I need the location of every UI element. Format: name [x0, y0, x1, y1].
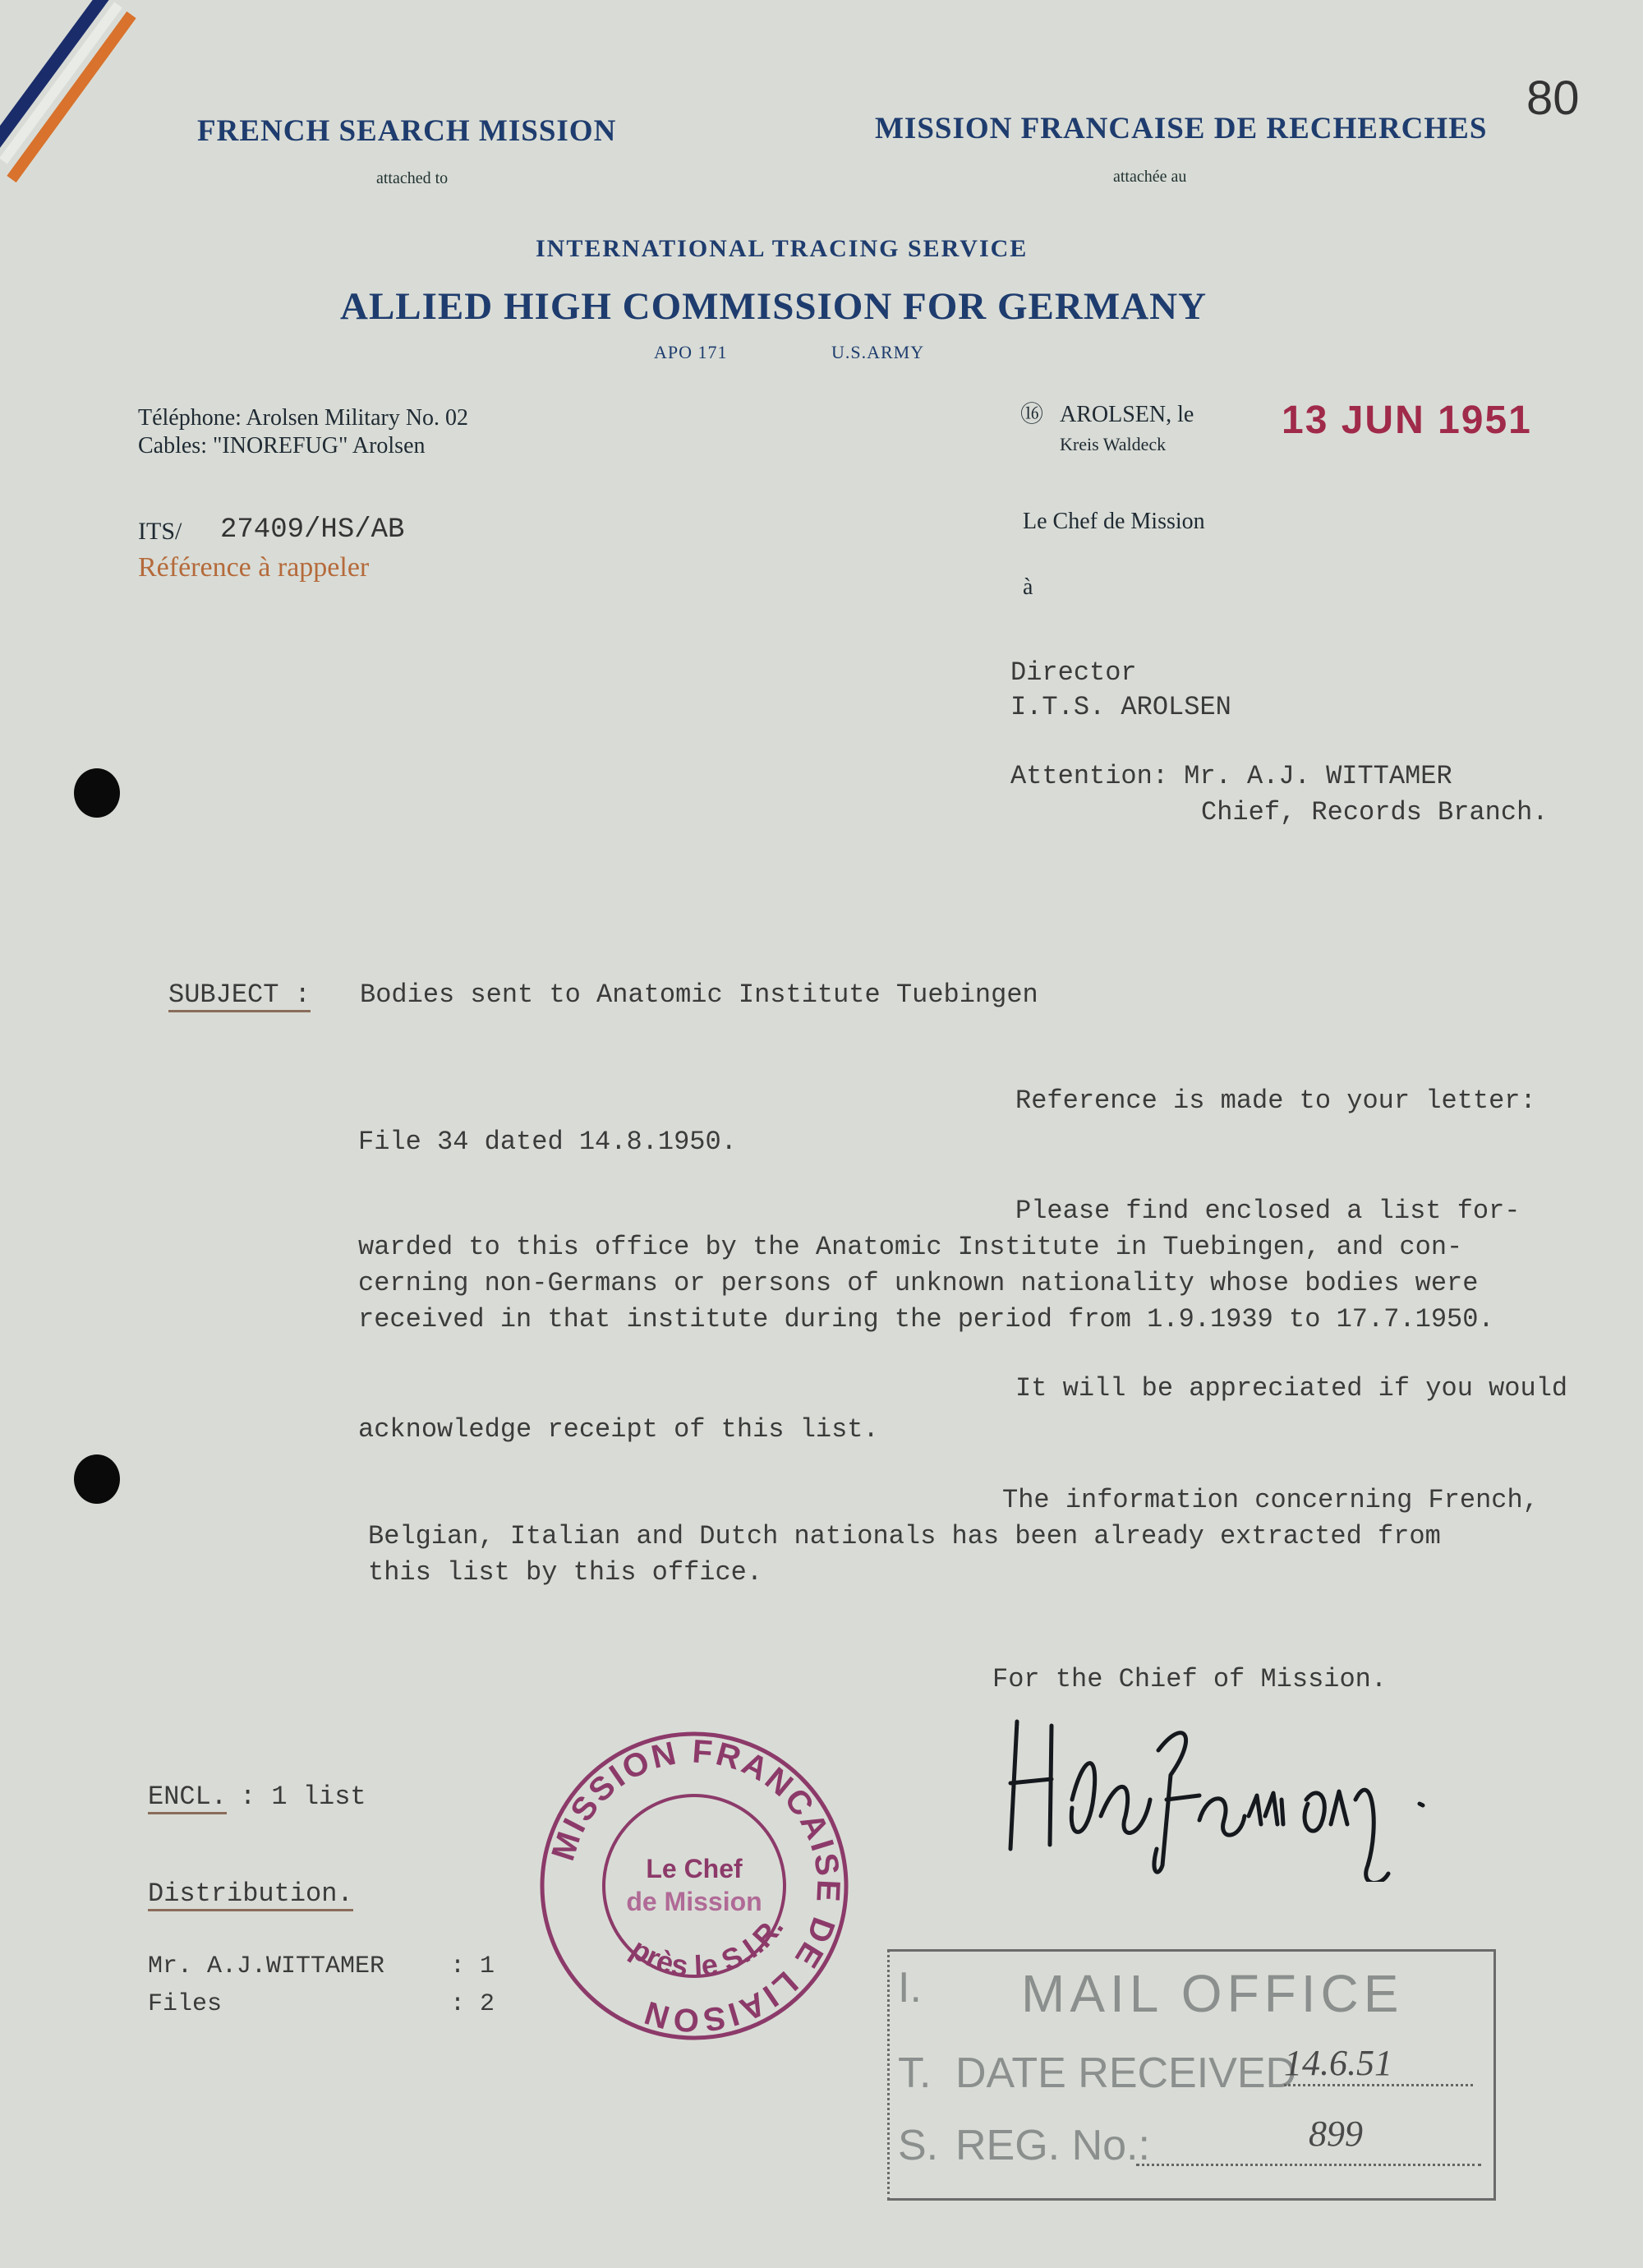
- stamp-reg-underline: [1136, 2164, 1481, 2166]
- stamp-letter-i: I.: [898, 1964, 922, 2012]
- stamp-reg-value: 899: [1309, 2114, 1363, 2154]
- place-marker: ⑯: [1020, 402, 1044, 427]
- paragraph-3-line-1: It will be appreciated if you would: [1015, 1373, 1568, 1404]
- seal-bottom-text: près le S.I.R.: [624, 1911, 790, 1984]
- army-label: U.S.ARMY: [831, 342, 925, 362]
- commission-name: ALLIED HIGH COMMISSION FOR GERMANY: [340, 285, 1208, 328]
- stamp-title: MAIL OFFICE: [1021, 1964, 1404, 2023]
- enclosure-label: ENCL.: [148, 1782, 227, 1814]
- header-left-sub: attached to: [376, 169, 449, 187]
- punch-hole-bottom: [74, 1454, 120, 1504]
- mission-seal: [534, 1726, 854, 2046]
- seal-center-line1: Le Chef: [646, 1854, 743, 1883]
- signature: [994, 1701, 1454, 1882]
- svg-text:près le S.I.R.: [625, 1911, 790, 1983]
- paragraph-4-line-3: this list by this office.: [368, 1557, 763, 1588]
- service-name: INTERNATIONAL TRACING SERVICE: [536, 235, 1029, 262]
- paragraph-2-line-2: warded to this office by the Anatomic Institute in Tuebingen, and con-: [358, 1232, 1463, 1262]
- stamp-date-value: 14.6.51: [1284, 2042, 1473, 2086]
- seal-center-line2: de Mission: [626, 1887, 762, 1916]
- addressee-title: Director: [1010, 657, 1137, 688]
- distribution-row-name: Files: [148, 1990, 223, 2018]
- paragraph-1-line-1: Reference is made to your letter:: [1015, 1086, 1536, 1116]
- header-right-sub: attachée au: [1113, 168, 1187, 186]
- header-right-title: MISSION FRANCAISE DE RECHERCHES: [875, 112, 1488, 145]
- telephone: Téléphone: Arolsen Military No. 02: [138, 405, 469, 431]
- apo-number: APO 171: [654, 342, 728, 362]
- paragraph-4-line-2: Belgian, Italian and Dutch nationals has been already extracted from: [368, 1521, 1441, 1551]
- subject-label: SUBJECT :: [168, 980, 311, 1012]
- paragraph-4-line-1: The information concerning French,: [1002, 1485, 1539, 1515]
- page-number: 80: [1526, 71, 1580, 125]
- paragraph-2-line-3: cerning non-Germans or persons of unknown nationality whose bodies were: [358, 1268, 1479, 1298]
- enclosure-text: : 1 list: [240, 1782, 366, 1812]
- mail-office-stamp: [887, 1949, 1496, 2201]
- header-left-title: FRENCH SEARCH MISSION: [197, 114, 617, 148]
- reference-prefix: ITS/: [138, 518, 182, 545]
- reference-label: Référence à rappeler: [138, 552, 370, 583]
- paragraph-2-line-4: received in that institute during the period from 1.9.1939 to 17.7.1950.: [358, 1304, 1494, 1335]
- paragraph-3-line-2: acknowledge receipt of this list.: [358, 1414, 879, 1445]
- distribution-row-count: : 2: [450, 1990, 495, 2018]
- stamp-date-label: DATE RECEIVED: [955, 2049, 1297, 2097]
- attention-line: Attention: Mr. A.J. WITTAMER: [1010, 761, 1452, 791]
- paragraph-2-line-1: Please find enclosed a list for-: [1015, 1196, 1521, 1226]
- stamp-letter-t: T.: [898, 2049, 932, 2097]
- attention-role: Chief, Records Branch.: [1201, 797, 1549, 827]
- stamp-reg-label: REG. No.:: [955, 2122, 1150, 2169]
- addressee-org: I.T.S. AROLSEN: [1010, 692, 1231, 722]
- tricolor-ribbon: [0, 0, 164, 197]
- place-district: Kreis Waldeck: [1060, 434, 1167, 454]
- from-label: Le Chef de Mission: [1023, 509, 1205, 534]
- place-city: AROLSEN, le: [1060, 402, 1194, 427]
- date-stamp: 13 JUN 1951: [1282, 399, 1532, 442]
- distribution-label: Distribution.: [148, 1878, 353, 1911]
- reference-number: 27409/HS/AB: [220, 514, 405, 546]
- subject-text: Bodies sent to Anatomic Institute Tuebingen: [360, 980, 1038, 1010]
- for-chief-line: For the Chief of Mission.: [992, 1664, 1388, 1694]
- distribution-row-count: : 1: [450, 1952, 495, 1980]
- cables: Cables: "INOREFUG" Arolsen: [138, 433, 426, 459]
- seal-ring-text: MISSION FRANCAISE DE LIAISON: [545, 1733, 847, 2039]
- to-label: à: [1023, 574, 1033, 600]
- stamp-letter-s: S.: [898, 2122, 939, 2169]
- punch-hole-top: [74, 768, 120, 818]
- paragraph-1-line-2: File 34 dated 14.8.1950.: [358, 1127, 737, 1157]
- distribution-row-name: Mr. A.J.WITTAMER: [148, 1952, 385, 1980]
